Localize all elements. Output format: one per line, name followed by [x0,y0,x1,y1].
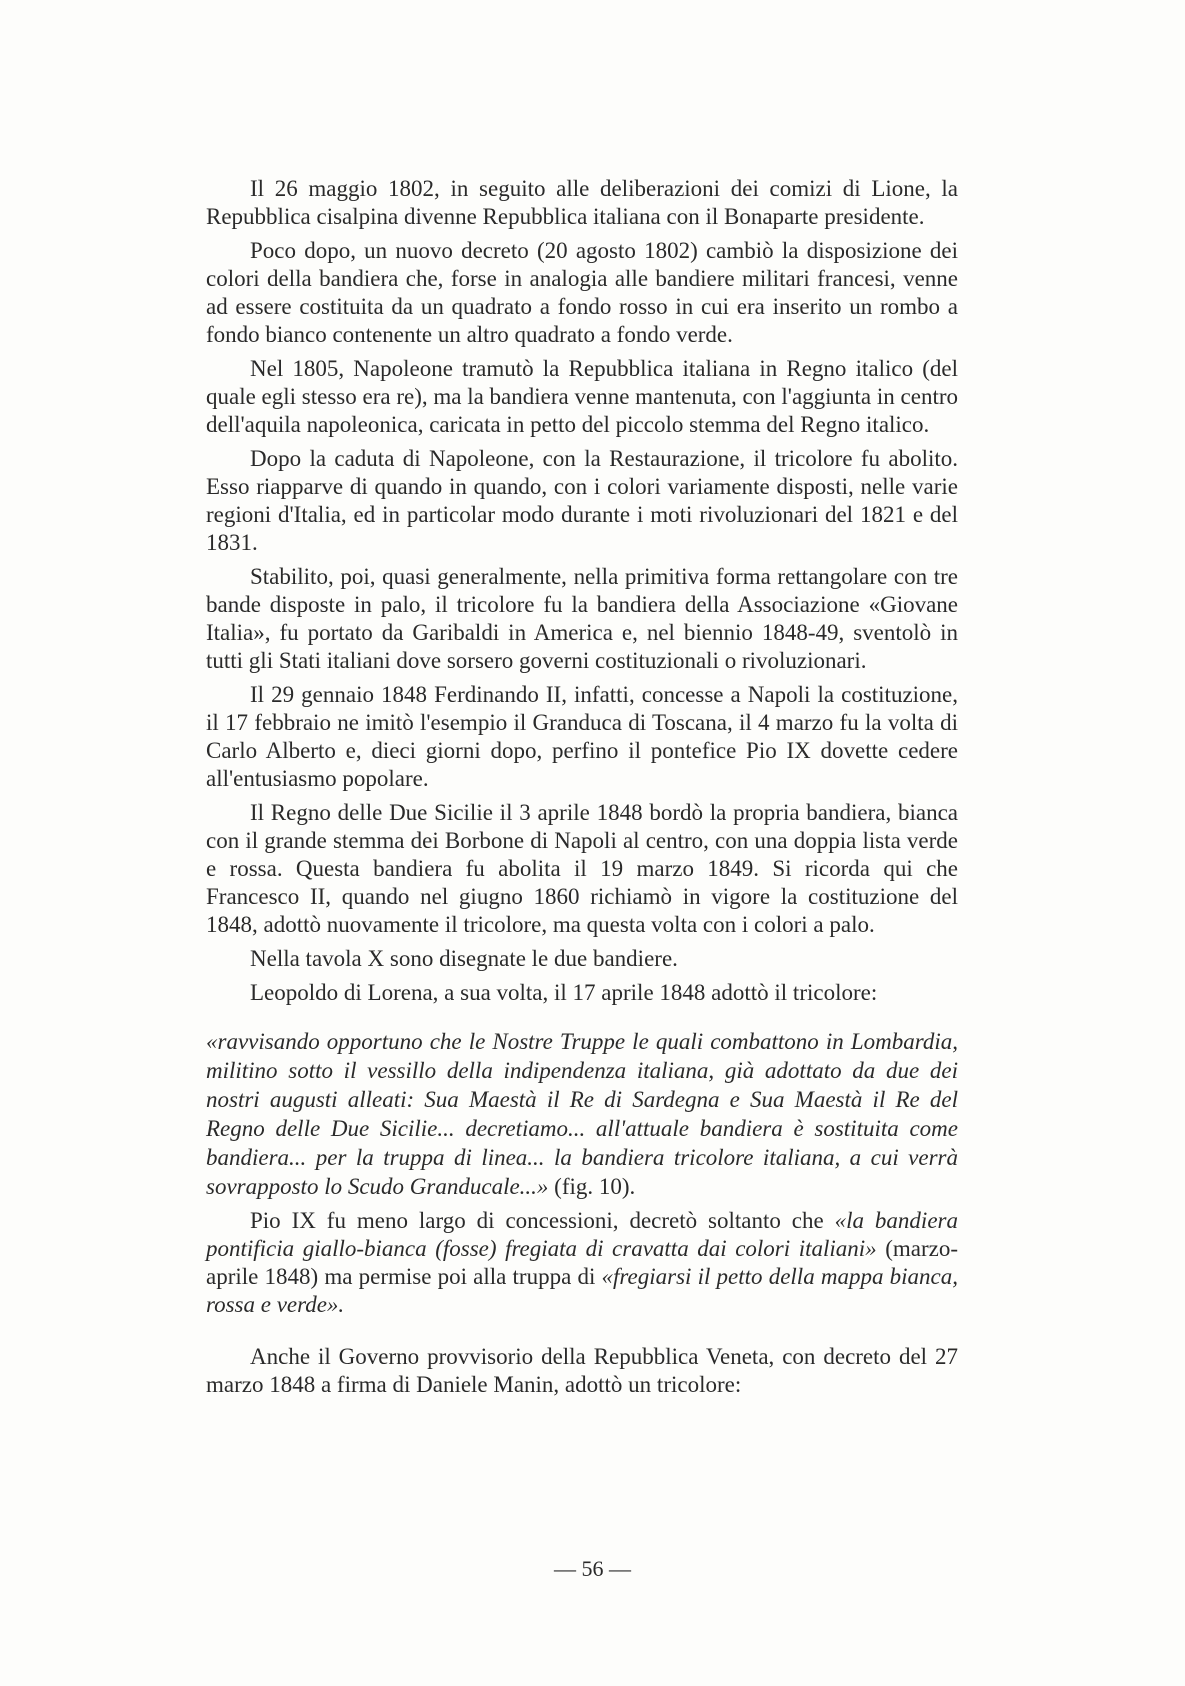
pio-ix-quote-1: «la bandiera pontificia giallo-bianca (fosse) fregiata di cravatta dai colori italiani» [206,1208,958,1261]
paragraph-repubblica-veneta: Anche il Governo provvisorio della Repubblica Veneta, con decreto del 27 marzo 1848 a firma di Daniele Manin, adottò un tricolore: [206,1344,958,1397]
paragraph-restaurazione: Dopo la caduta di Napoleone, con la Restaurazione, il tricolore fu abolito. Esso riapparve di quando in quando, con i colori variamente disposti, nelle varie regioni d'Italia, ed in particolar modo durante i moti rivoluzionari del 1821 e del 1831. [206,446,958,555]
paragraph-regno-italico: Nel 1805, Napoleone tramutò la Repubblica italiana in Regno italico (del quale egli stesso era re), ma la bandiera venne mantenuta, con l'aggiunta in centro dell'aquila napoleonica, caricata in petto del piccolo stemma del Regno italico. [206,356,958,437]
paragraph-costituzioni-1848: Il 29 gennaio 1848 Ferdinando II, infatti, concesse a Napoli la costituzione, il 17 febbraio ne imitò l'esempio il Granduca di Toscana, il 4 marzo fu la volta di Carlo Alberto e, dieci giorni dopo, perfino il pontefice Pio IX dovette cedere all'entusiasmo popolare. [206,682,958,791]
paragraph-due-sicilie: Il Regno delle Due Sicilie il 3 aprile 1848 bordò la propria bandiera, bianca con il grande stemma dei Borbone di Napoli al centro, con una doppia lista verde e rossa. Questa bandiera fu abolita il 19 marzo 1849. Si ricorda qui che Francesco II, quando nel giugno 1860 richiamò in vigore la costituzione del 1848, adottò nuovamente il tricolore, ma questa volta con i colori a palo. [206,800,958,937]
paragraph-decreto-1802: Poco dopo, un nuovo decreto (20 agosto 1802) cambiò la disposizione dei colori della bandiera che, forse in analogia alle bandiere militari francesi, venne ad essere costituita da un quadrato a fondo rosso in cui era inserito un rombo a fondo bianco contenente un altro quadrato a fondo verde. [206,238,958,347]
paragraph-giovane-italia: Stabilito, poi, quasi generalmente, nella primitiva forma rettangolare con tre bande disposte in palo, il tricolore fu la bandiera della Associazione «Giovane Italia», fu portato da Garibaldi in America e, nel biennio 1848-49, sventolò in tutti gli Stati italiani dove sorsero governi costituzionali o rivoluzionari. [206,564,958,673]
pio-ix-text-a: Pio IX fu meno largo di concessioni, decretò soltanto che [250,1208,835,1233]
pio-ix-quote-2: «fregiarsi il petto della mappa bianca, rossa e verde». [206,1264,958,1317]
block-quote-decree [206,1027,958,1201]
quote-text: «ravvisando opportuno che le Nostre Truppe le quali combattono in Lombardia, militino sotto il vessillo della indipendenza italiana, già adottato da due dei nostri augusti alleati: Sua Maestà il Re di Sardegna e Sua Maestà il Re del Regno delle Due Sicilie... decretiamo... all'attuale bandiera è sostituita come bandiera... per la truppa di linea... la bandiera tricolore italiana, a cui verrà sovrapposto lo Scudo Granducale...» [206,1029,958,1199]
page-number: — 56 — [554,1556,631,1581]
quote-figure-ref: (fig. 10). [548,1174,636,1199]
body-text [206,175,958,1405]
paragraph-tavola-x: Nella tavola X sono disegnate le due bandiere. [250,946,678,971]
paragraph-pio-ix [206,1207,958,1319]
paragraph-leopoldo: Leopoldo di Lorena, a sua volta, il 17 aprile 1848 adottò il tricolore: [250,980,878,1005]
pio-ix-text-c: (marzo-aprile 1848) ma permise poi alla truppa di [206,1236,958,1289]
paragraph-repubblica-italiana: Il 26 maggio 1802, in seguito alle deliberazioni dei comizi di Lione, la Repubblica cisalpina divenne Repubblica italiana con il Bonaparte presidente. [206,176,958,229]
